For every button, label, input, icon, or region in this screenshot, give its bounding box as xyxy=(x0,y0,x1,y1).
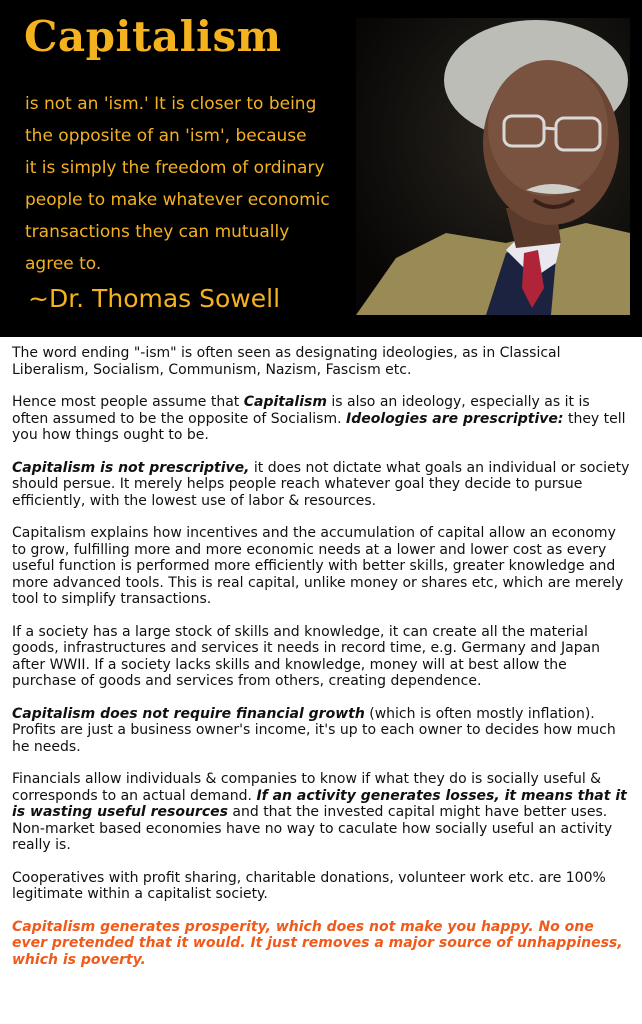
text-run: Financials allow individuals & companies to know if what they do is socially useful & corresponds to an actual demand. xyxy=(12,771,602,804)
paragraph xyxy=(12,460,630,510)
paragraph: The word ending "-ism" is often seen as designating ideologies, as in Classical Liberalism, Socialism, Communism, Nazism, Fascism etc. xyxy=(12,345,561,378)
emphasis-text: If an activity generates losses, it means that it is wasting useful resources xyxy=(12,787,627,820)
article-body xyxy=(0,337,642,968)
text-run: they tell you how things ought to be. xyxy=(12,410,626,443)
closing-statement: Capitalism generates prosperity, which does not make you happy. No one ever pretended that it would. It just removes a major source of unhappiness, which is poverty. xyxy=(12,918,623,968)
text-run: is also an ideology, especially as it is often assumed to be the opposite of Socialism. xyxy=(12,394,590,427)
paragraph: If a society has a large stock of skills and knowledge, it can create all the material goods, infrastructures and services it needs in record time, e.g. Germany and Japan after WWII. If a society lacks skills and knowledge, money will at best allow the purchase of goods and services from others, creating dependence. xyxy=(12,623,601,689)
quote-line: transactions they can mutually xyxy=(25,222,290,242)
quote-line: people to make whatever economic xyxy=(25,190,330,210)
paragraph xyxy=(12,706,630,756)
text-run: and that the invested capital might have better uses. Non-market based economies have no way to caculate how socially useful an activity really is. xyxy=(12,804,613,853)
quote-author: ~Dr. Thomas Sowell xyxy=(28,284,281,313)
quote-line: is not an 'ism.' It is closer to being xyxy=(25,94,317,114)
paragraph xyxy=(12,771,630,854)
quote-line: it is simply the freedom of ordinary xyxy=(25,158,325,178)
paragraph: Cooperatives with profit sharing, charitable donations, volunteer work etc. are 100% legitimate within a capitalist society. xyxy=(12,869,606,902)
quote-line: agree to. xyxy=(25,254,102,274)
emphasis-text: Capitalism is not prescriptive, xyxy=(12,459,250,476)
text-run: it does not dictate what goals an individual or society should persue. It merely helps people reach whatever goal they decide to pursue efficiently, with the lowest use of labor & resources. xyxy=(12,459,630,509)
quote-line: the opposite of an 'ism', because xyxy=(25,126,307,146)
emphasis-text: Ideologies are prescriptive: xyxy=(346,410,564,427)
paragraph xyxy=(12,394,630,444)
emphasis-text: Capitalism does not require financial growth xyxy=(12,705,365,722)
portrait-photo xyxy=(356,18,630,315)
banner-title: Capitalism xyxy=(24,12,282,61)
paragraph: Capitalism explains how incentives and the accumulation of capital allow an economy to grow, fulfilling more and more economic needs at a lower and lower cost as every useful function is performed more efficiently with better skills, greater knowledge and more advanced tools. This is real capital, unlike money or shares etc, which are merely tool to simplify transactions. xyxy=(12,525,624,607)
quote-banner xyxy=(0,0,642,337)
emphasis-text: Capitalism xyxy=(243,394,327,410)
text-run: (which is often mostly inflation). Profits are just a business owner's income, it's up to each owner to decides how much he needs. xyxy=(12,705,616,755)
sowell-quote xyxy=(25,88,365,280)
text-run: Hence most people assume that xyxy=(12,394,244,410)
